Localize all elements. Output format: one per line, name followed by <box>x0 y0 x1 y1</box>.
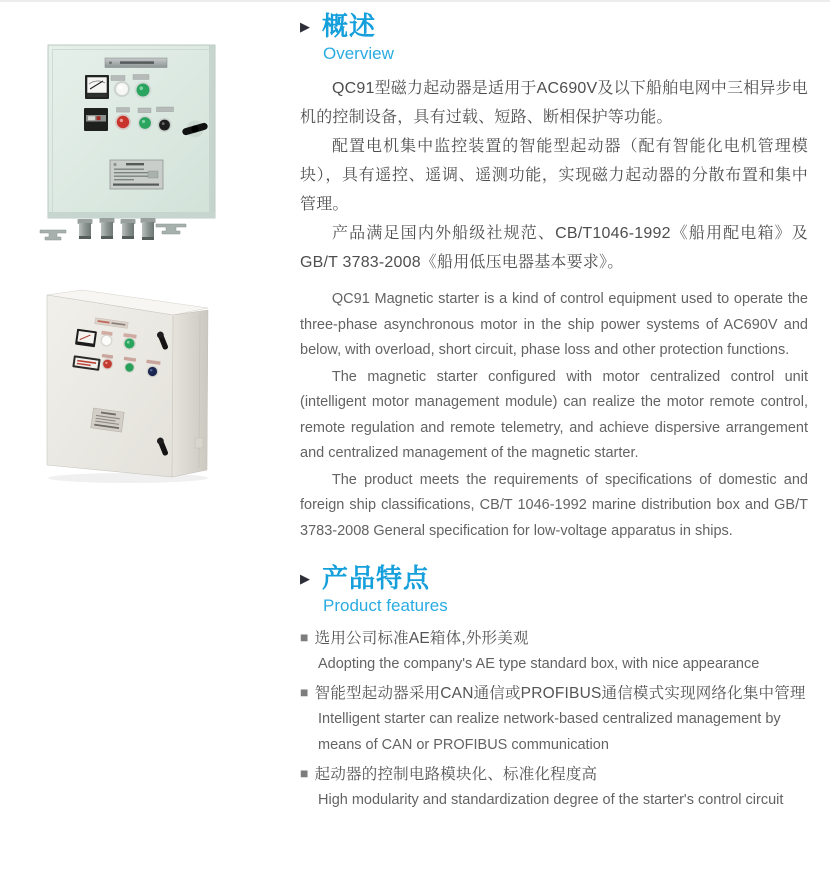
starter-cabinet-photo <box>32 278 222 488</box>
paragraph: 产品满足国内外船级社规范、CB/T1046-1992《船用配电箱》及GB/T 3783-2008《船用低压电器基本要求》。 <box>300 225 808 272</box>
square-bullet-icon: ■ <box>300 684 309 701</box>
overview-chinese-paragraphs <box>300 74 808 277</box>
paragraph: The product meets the requirements of specifications of domestic and foreign ship classifications, CB/T 1046-1992 marine distribution box and GB/T 3783-2008 General specification for low-voltage apparatus in ships. <box>300 471 808 539</box>
feature-item <box>300 625 808 678</box>
top-label-strip <box>105 58 167 68</box>
panel-meter <box>75 329 97 348</box>
overview-section-header <box>300 12 808 64</box>
triangle-marker-icon: ▶ <box>300 571 310 587</box>
feature-text-en: Adopting the company's AE type standard box, with nice appearance <box>318 655 760 672</box>
green-pushbutton <box>135 82 152 99</box>
feature-cn-label: 起动器的控制电路模块化、标准化程度高 <box>314 766 598 784</box>
feature-text-en: High modularity and standardization degree of the starter's control circuit <box>318 792 784 809</box>
overview-title-cn: 概述 <box>322 11 377 41</box>
feature-text-en: Intelligent starter can realize network-based centralized management by means of CAN or PROFIBUS communication <box>318 711 781 753</box>
content-column <box>300 12 808 814</box>
white-pushbutton <box>101 335 113 347</box>
white-pushbutton <box>114 81 130 97</box>
black-pushbutton <box>158 118 172 132</box>
nameplate <box>110 160 163 189</box>
green-pushbutton-2 <box>137 115 152 130</box>
paragraph: 配置电机集中监控装置的智能型起动器（配有智能化电机管理模块），具有遥控、遥调、遥测功能，实现磁力起动器的分散布置和集中管理。 <box>300 138 808 214</box>
ammeter <box>85 75 109 99</box>
feature-text-cn <box>300 680 808 707</box>
features-title-en: Product features <box>323 596 448 616</box>
starter-front-photo <box>38 40 223 245</box>
paragraph: QC91型磁力起动器是适用于AC690V及以下船舶电网中三相异步电机的控制设备，具有过载、短路、断相保护等功能。 <box>300 80 808 127</box>
blue-pushbutton <box>147 366 159 378</box>
cable-glands <box>78 218 156 240</box>
button-labels-row2 <box>117 107 174 113</box>
feature-item <box>300 761 808 814</box>
green-pushbutton-2 <box>124 362 135 373</box>
square-bullet-icon: ■ <box>300 628 309 645</box>
triangle-marker-icon: ▶ <box>300 19 310 34</box>
red-pushbutton <box>102 358 113 369</box>
feature-text-cn <box>300 625 808 652</box>
feature-item <box>300 680 808 758</box>
features-title-cn: 产品特点 <box>322 563 431 594</box>
feature-list <box>300 625 808 814</box>
feature-text-cn <box>300 761 808 788</box>
features-section-header <box>300 564 808 616</box>
overview-title-en: Overview <box>323 43 394 63</box>
green-pushbutton <box>123 337 136 350</box>
nameplate <box>91 408 124 432</box>
square-bullet-icon: ■ <box>300 765 309 782</box>
page-top-border <box>0 0 830 2</box>
paragraph: The magnetic starter configured with motor centralized control unit (intelligent motor management module) can realize the motor remote control, remote regulation and remote telemetry, and achieve dispersive arrangement and centralized management of the magnetic starter. <box>300 368 808 462</box>
red-pushbutton <box>115 114 131 130</box>
cabinet-body <box>47 290 208 477</box>
feature-cn-label: 选用公司标准AE箱体,外形美观 <box>314 629 529 647</box>
paragraph: QC91 Magnetic starter is a kind of control equipment used to operate the three-phase asynchronous motor in the ship power systems of AC690V and below, with overload, short circuit, phase loss and other protection functions. <box>300 291 808 359</box>
circuit-breaker <box>84 108 108 131</box>
feature-cn-label: 智能型起动器采用CAN通信或PROFIBUS通信模式实现网络化集中管理 <box>314 685 806 703</box>
overview-english-paragraphs <box>300 287 808 544</box>
